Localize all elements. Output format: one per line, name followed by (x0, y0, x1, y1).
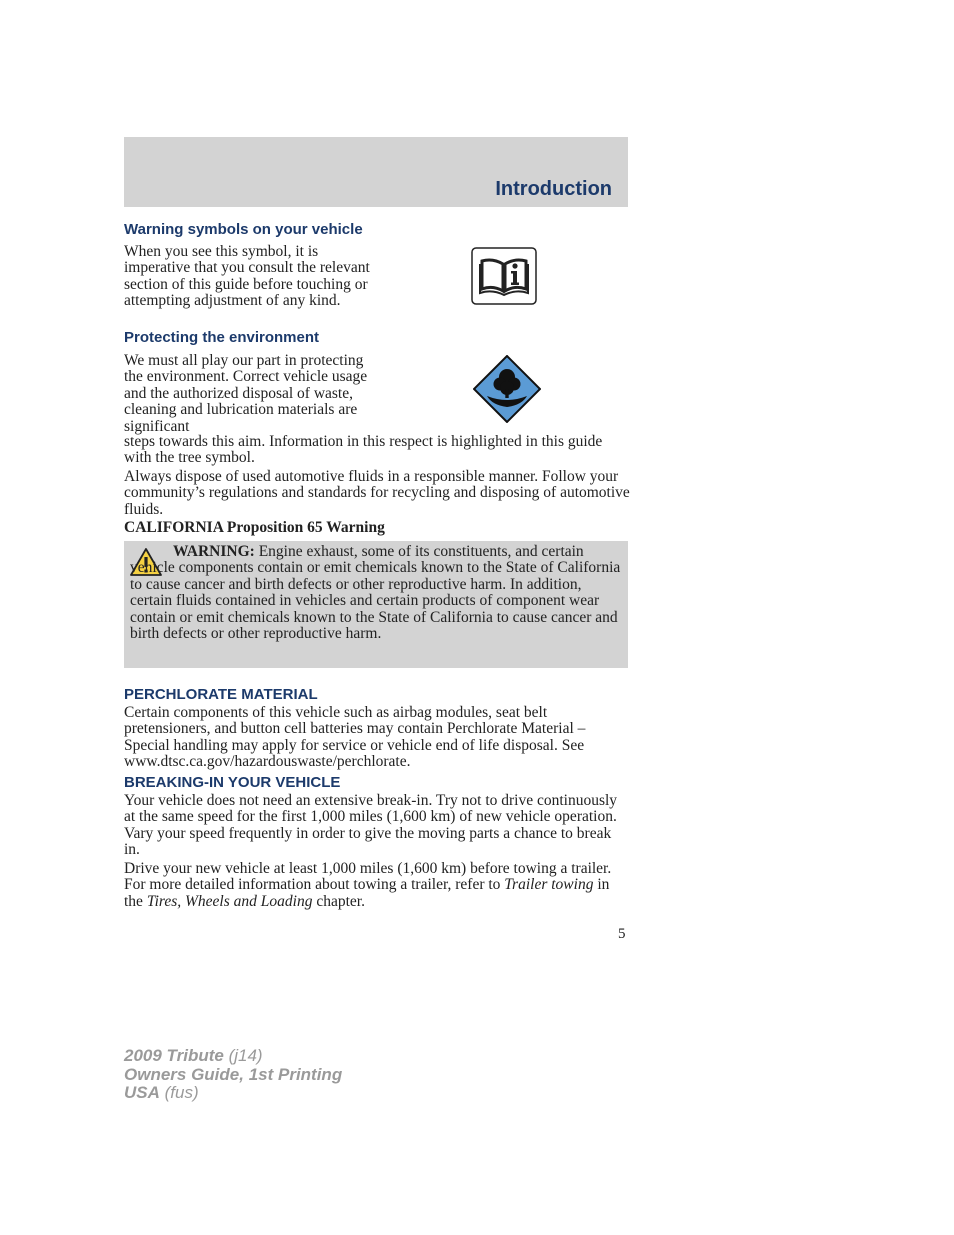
breaking-in-text: Your vehicle does not need an extensive break-in. Try not to drive continuously at the same speed for the first 1,000 miles (1,600 km) of new vehicle operation. Vary your speed frequently in order to give the moving parts a chance to break in. (124, 792, 618, 859)
footer-printing: Owners Guide, 1st Printing (124, 1064, 343, 1084)
footer-market-code: (fus) (159, 1083, 199, 1102)
footer (124, 1047, 342, 1103)
footer-market: USA (124, 1083, 160, 1102)
footer-line-2 (124, 1066, 342, 1085)
perchlorate-text: Certain components of this vehicle such as airbag modules, seat belt pretensioners, and button cell batteries may contain Perchlorate Material – Special handling may apply for service or vehicle end of life disposal. See www.dtsc.ca.gov/hazardouswaste/perchlorate. (124, 704, 586, 771)
environment-text-wrapped: We must all play our part in protecting the environment. Correct vehicle usage and the authorized disposal of waste, cleaning and lubrication materials are significant (124, 352, 368, 435)
warning-symbols-heading: Warning symbols on your vehicle (124, 221, 363, 238)
breaking-in-heading: BREAKING-IN YOUR VEHICLE (124, 774, 341, 791)
warning-box (124, 541, 628, 668)
perchlorate-heading: PERCHLORATE MATERIAL (124, 686, 318, 703)
warning-text: Engine exhaust, some of its constituents, and certain vehicle components contain or emit chemicals known to the State of California to cause cancer and birth defects or other reproductive harm. In addition, certain fluids contained in vehicles and certain products of component wear contain or emit chemicals known to the State of California to cause cancer and birth defects or other reproductive harm. (130, 543, 621, 643)
owner-guide-book-icon (471, 247, 537, 305)
warning-paragraph (130, 544, 622, 642)
towing-text-start: Drive your new vehicle at least 1,000 miles (1,600 km) before towing a trailer. For more detailed information about towing a trailer, refer to (124, 860, 612, 894)
towing-text-mid: in the (124, 876, 610, 910)
footer-line-1 (124, 1047, 342, 1066)
tree-icon (473, 355, 541, 423)
environment-disposal-text: Always dispose of used automotive fluids in a responsible manner. Follow your community’s regulations and standards for recycling and disposing of automotive fluids. (124, 468, 630, 518)
footer-model-code: (j14) (223, 1046, 263, 1065)
page-number: 5 (618, 926, 626, 942)
footer-model: 2009 Tribute (124, 1046, 224, 1065)
warning-label: WARNING: (173, 543, 255, 560)
environment-heading: Protecting the environment (124, 329, 320, 346)
tires-wheels-loading-reference: Tires, Wheels and Loading (146, 892, 313, 910)
footer-line-3 (124, 1084, 342, 1103)
header-band (124, 137, 628, 207)
trailer-towing-reference: Trailer towing (504, 876, 594, 894)
towing-text (124, 861, 630, 910)
environment-text-continued: steps towards this aim. Information in this respect is highlighted in this guide with the tree symbol. (124, 433, 603, 467)
section-title: Introduction (495, 178, 612, 200)
warning-symbols-text: When you see this symbol, it is imperative that you consult the relevant section of this guide before touching or attempting adjustment of any kind. (124, 243, 370, 310)
towing-text-end: chapter. (312, 892, 365, 910)
california-heading: CALIFORNIA Proposition 65 Warning (124, 519, 385, 536)
